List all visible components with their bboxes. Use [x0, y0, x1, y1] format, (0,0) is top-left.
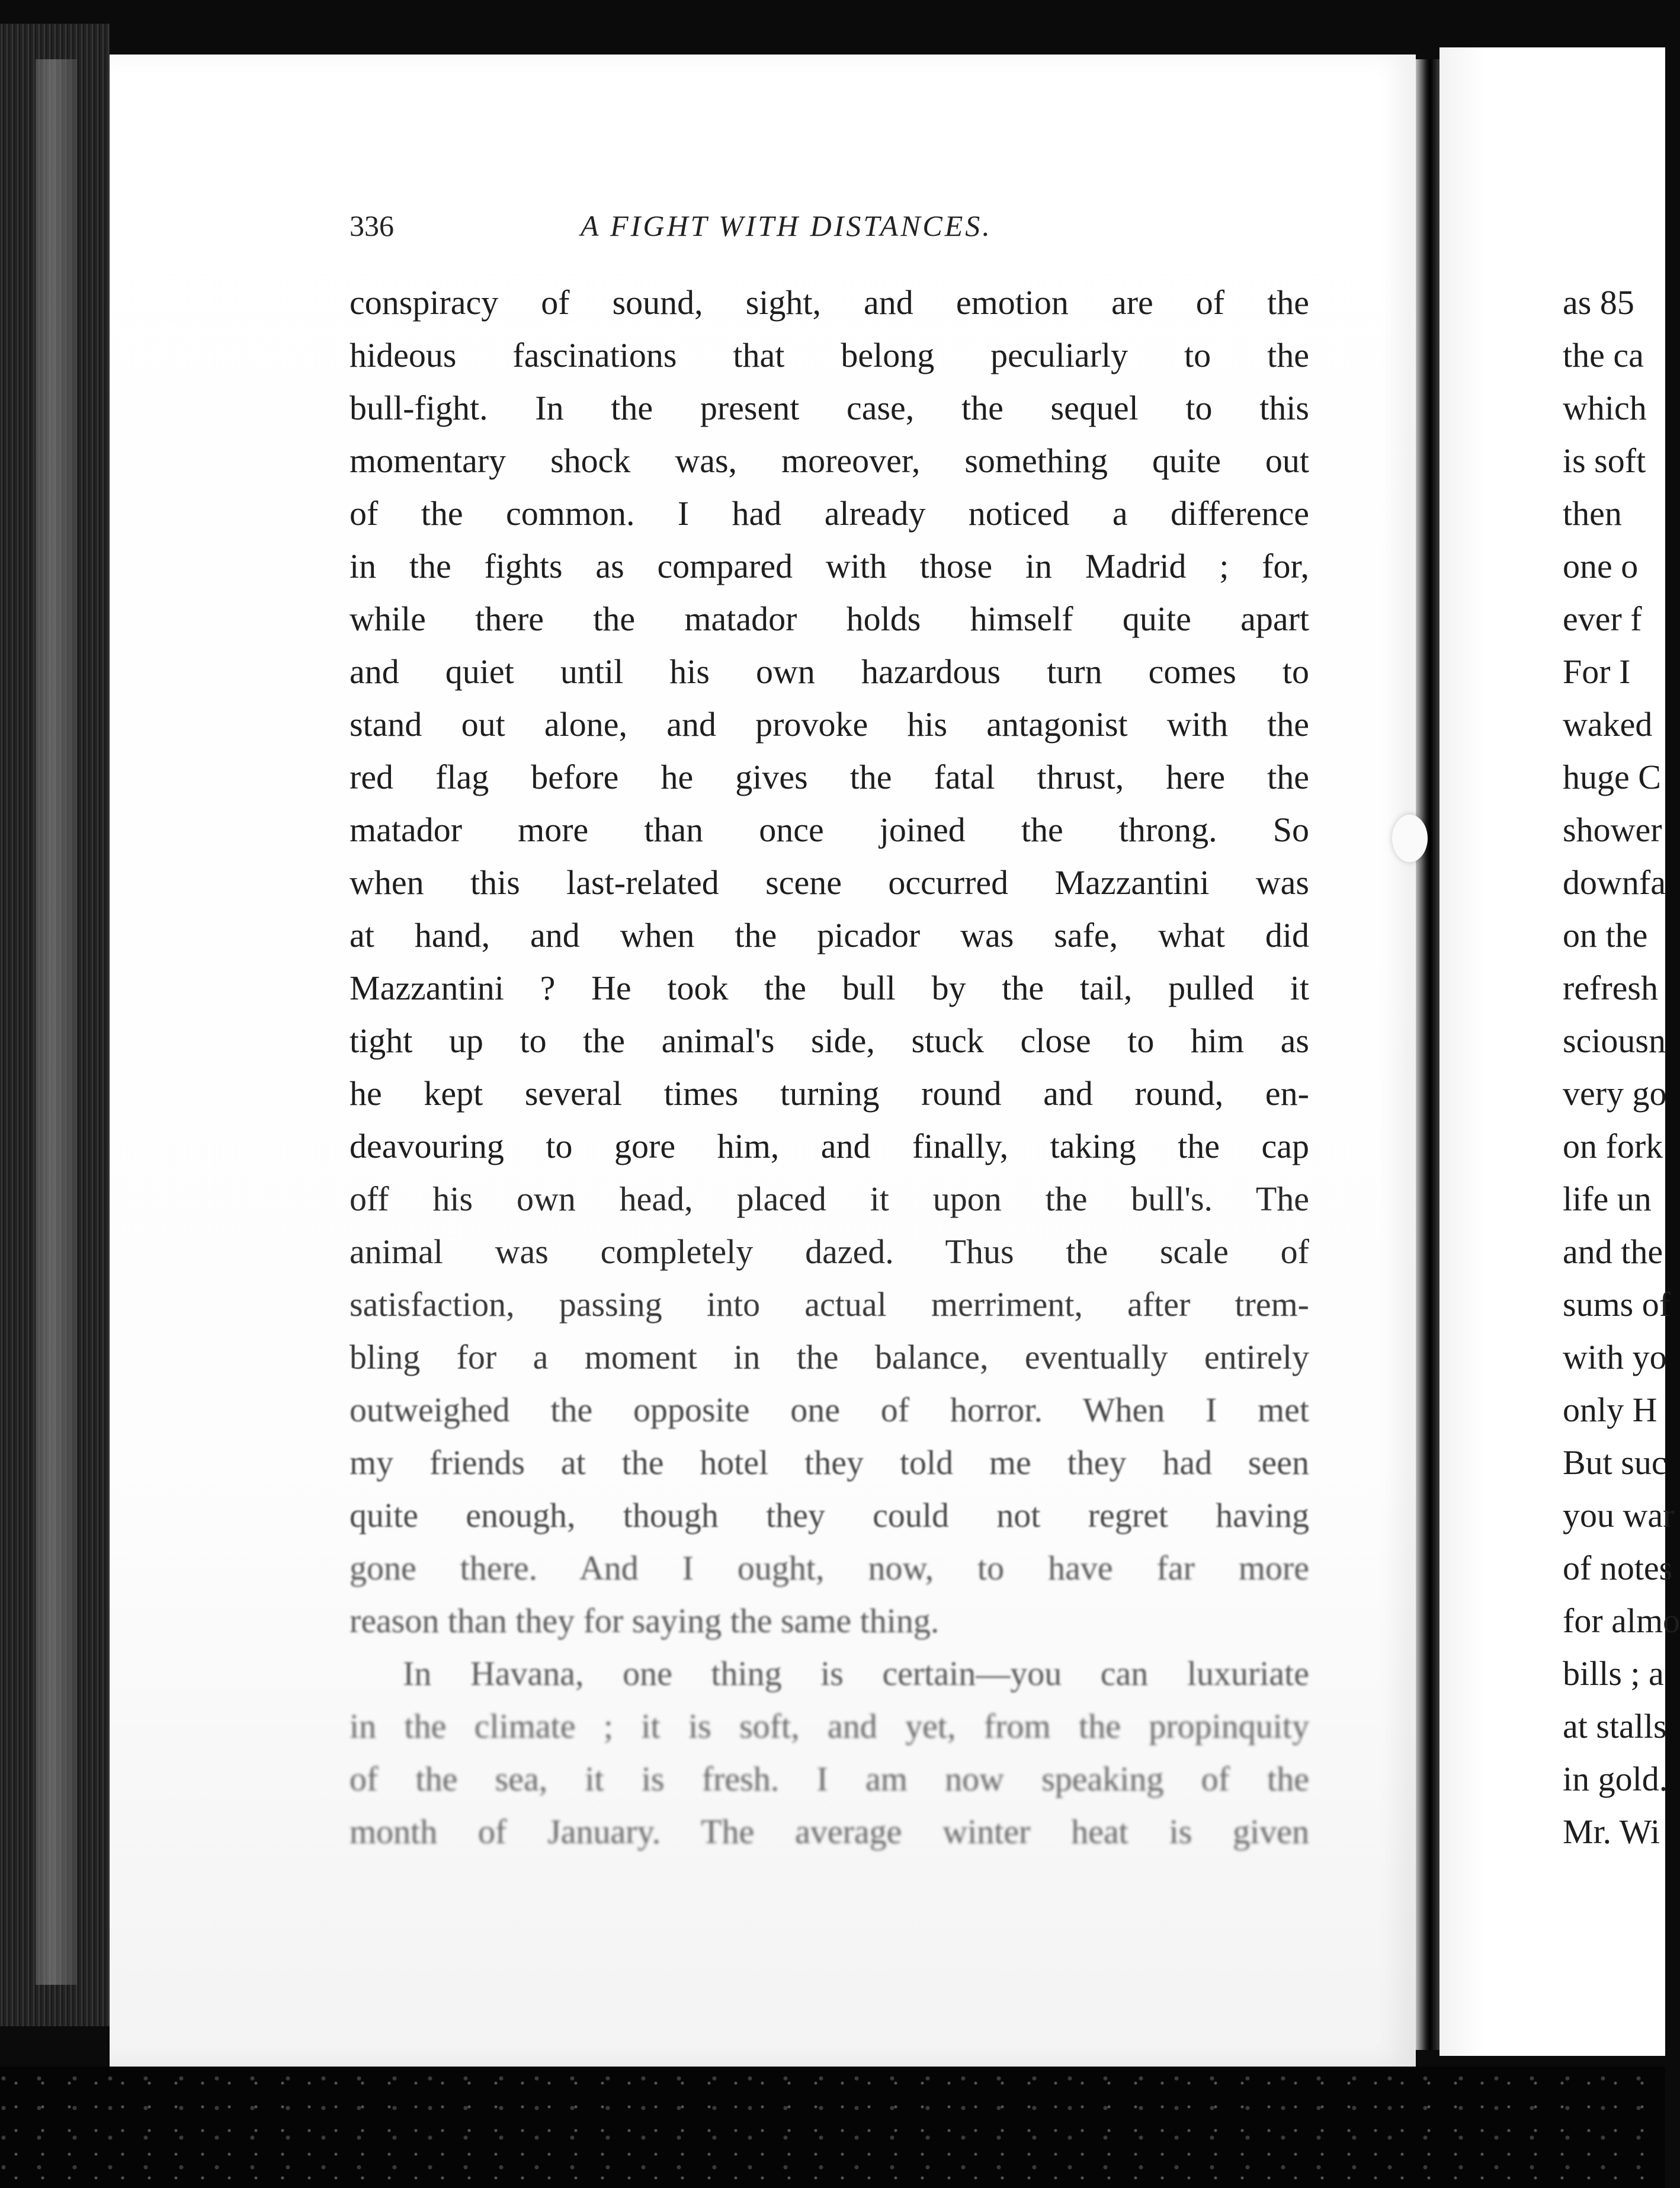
right-text-line: then — [1563, 494, 1622, 533]
page-number: 336 — [350, 209, 394, 242]
right-text-line: with yo — [1563, 1338, 1667, 1376]
right-text-line: Mr. Wi — [1563, 1812, 1660, 1851]
right-text-line: of notes — [1563, 1549, 1673, 1587]
text-line: red flag before he gives the fatal thrust, here the — [350, 758, 1309, 796]
text-line: bull-fight. In the present case, the sequel to this — [350, 389, 1309, 427]
text-line: satisfaction, passing into actual merriment, after trem- — [350, 1285, 1309, 1324]
book-edge — [0, 24, 110, 2026]
text-line: bling for a moment in the balance, eventually entirely — [350, 1338, 1309, 1376]
right-text-line: life un — [1563, 1180, 1652, 1218]
right-text-line: for almo — [1563, 1601, 1680, 1640]
right-text-line: on fork — [1563, 1127, 1663, 1165]
right-text-line: is soft — [1563, 441, 1646, 480]
page-smudge — [1392, 815, 1428, 862]
text-line: In Havana, one thing is certain—you can luxuriate — [403, 1654, 1309, 1693]
right-text-line: For I — [1563, 652, 1631, 691]
text-line: quite enough, though they could not regret having — [350, 1496, 1309, 1535]
text-line: deavouring to gore him, and finally, taking the cap — [350, 1127, 1309, 1165]
right-text-line: very go — [1563, 1074, 1667, 1113]
text-line: off his own head, placed it upon the bull's. The — [350, 1180, 1309, 1218]
right-text-line: at stalls — [1563, 1707, 1667, 1745]
right-text-line: you war — [1563, 1496, 1675, 1535]
right-text-line: sciousn — [1563, 1021, 1666, 1060]
text-line: stand out alone, and provoke his antagonist with the — [350, 705, 1309, 744]
text-line: of the common. I had already noticed a difference — [350, 494, 1309, 533]
right-text-line: But suc — [1563, 1443, 1667, 1482]
right-text-line: one o — [1563, 547, 1639, 585]
right-text-line: on the — [1563, 916, 1648, 954]
right-text-line: huge C — [1563, 758, 1661, 796]
text-line: he kept several times turning round and round, en- — [350, 1074, 1309, 1113]
right-page-text — [1563, 276, 1680, 1858]
right-text-line: and the — [1563, 1232, 1663, 1271]
text-line: of the sea, it is fresh. I am now speaking of the — [350, 1760, 1309, 1798]
right-text-line: sums of — [1563, 1285, 1671, 1324]
text-line: at hand, and when the picador was safe, what did — [350, 916, 1309, 954]
right-text-line: the ca — [1563, 336, 1644, 374]
book-gutter — [1416, 59, 1439, 2050]
right-text-line: as 85 — [1563, 283, 1634, 322]
text-line: in the climate ; it is soft, and yet, from the propinquity — [350, 1707, 1309, 1745]
right-text-line: downfa — [1563, 863, 1666, 902]
text-line: outweighed the opposite one of horror. When I met — [350, 1391, 1309, 1429]
body-text — [350, 276, 1309, 1858]
text-line: gone there. And I ought, now, to have far more — [350, 1549, 1309, 1587]
right-text-line: shower — [1563, 811, 1662, 849]
book-edge-highlight — [36, 59, 77, 1985]
right-text-line: in gold. — [1563, 1760, 1668, 1798]
text-line: momentary shock was, moreover, something quite out — [350, 441, 1309, 480]
right-text-line: refresh — [1563, 969, 1659, 1007]
right-text-line: ever f — [1563, 600, 1642, 638]
right-text-line: which — [1563, 389, 1647, 427]
running-head — [350, 197, 1309, 250]
text-line: hideous fascinations that belong peculiarly to the — [350, 336, 1309, 374]
right-text-line: bills ; a — [1563, 1654, 1664, 1693]
text-line: tight up to the animal's side, stuck close to him as — [350, 1021, 1309, 1060]
scanner-bed — [0, 2067, 1665, 2188]
text-line: animal was completely dazed. Thus the scale of — [350, 1232, 1309, 1271]
text-line: matador more than once joined the throng. So — [350, 811, 1309, 849]
text-line: reason than they for saying the same thing. — [350, 1601, 940, 1640]
text-line: when this last-related scene occurred Mazzantini was — [350, 863, 1309, 902]
text-line: and quiet until his own hazardous turn comes to — [350, 652, 1309, 691]
text-line: my friends at the hotel they told me they had seen — [350, 1443, 1309, 1482]
text-line: month of January. The average winter heat is given — [350, 1812, 1309, 1851]
text-line: while there the matador holds himself quite apart — [350, 600, 1309, 638]
text-line: conspiracy of sound, sight, and emotion are of the — [350, 283, 1309, 322]
right-text-line: only H — [1563, 1391, 1657, 1429]
text-line: Mazzantini ? He took the bull by the tail, pulled it — [350, 969, 1309, 1007]
page-heading: A FIGHT WITH DISTANCES. — [581, 209, 992, 242]
right-text-line: waked — [1563, 705, 1653, 744]
text-line: in the fights as compared with those in Madrid ; for, — [350, 547, 1309, 585]
